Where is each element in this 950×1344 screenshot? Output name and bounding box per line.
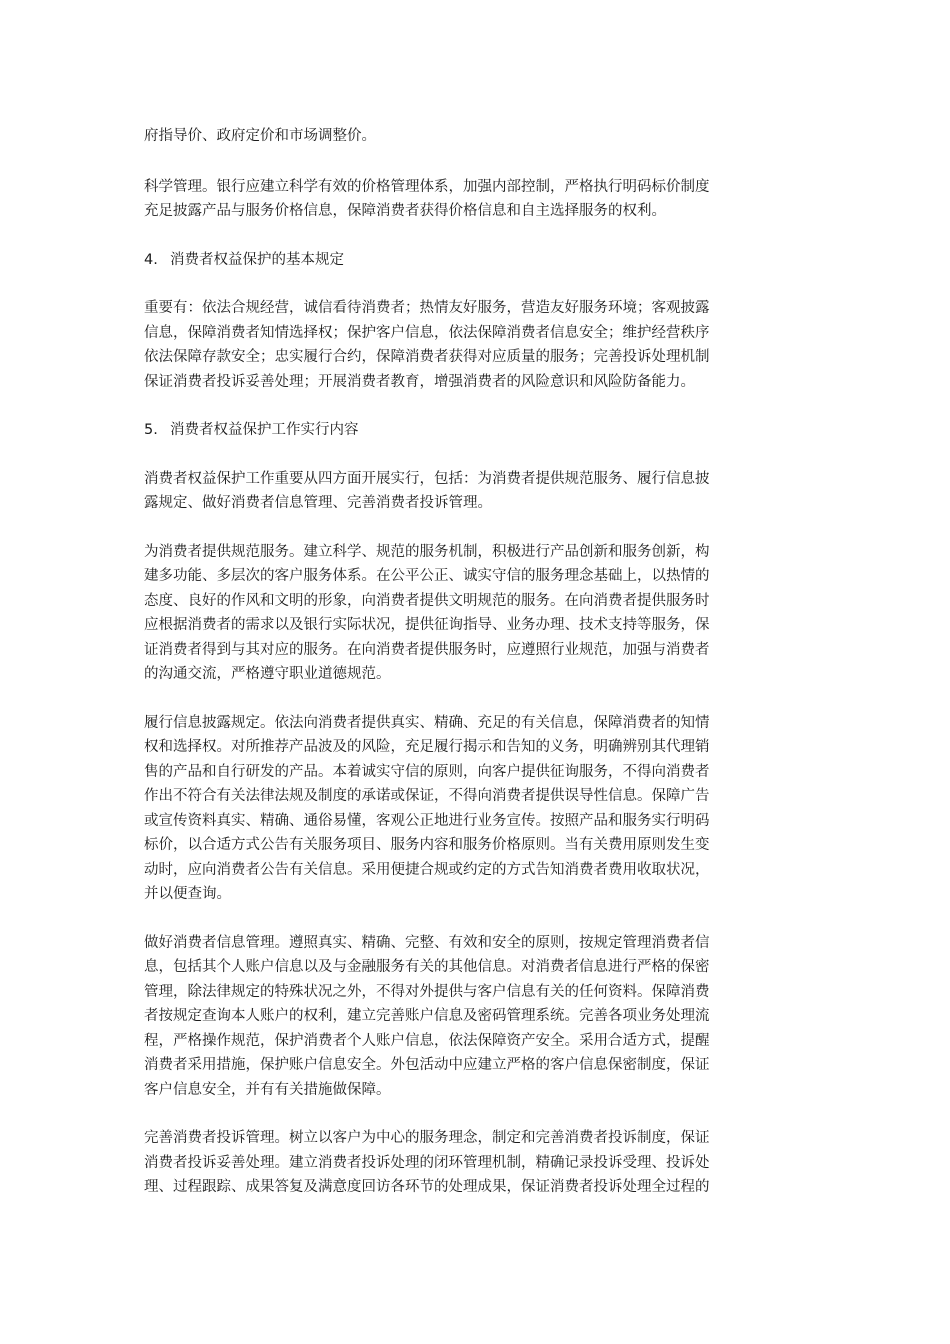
section-title-4: 消费者权益保护的基本规定: [170, 251, 344, 268]
section-heading-4: [144, 248, 810, 273]
document-page: [144, 124, 810, 1200]
section-title-5: 消费者权益保护工作实行内容: [170, 422, 359, 438]
paragraph-standard-service: 为消费者提供规范服务。建立科学、规范的服务机制，积极进行产品创新和服务创新，构 建多功能、多层次的客户服务体系。在公平公正、诚实守信的服务理念基础上，以热情的 态度、良好的作风和文明的形象，向消费者提供文明规范的服务。在向消费者提供服务时 应根据消费者的需求以及银行实际状况，提供征询指导、业务办理、技术支持等服务，保 证消费者得到与其对应的服务。在向消费者提供服务时，应遵照行业规范，加强与消费者 的沟通交流，严格遵守职业道德规范。: [144, 543, 710, 682]
paragraph-information-management: 做好消费者信息管理。遵照真实、精确、完整、有效和安全的原则，按规定管理消费者信 息，包括其个人账户信息以及与金融服务有关的其他信息。对消费者信息进行严格的保密 管理，除法律规定的特殊状况之外，不得对外提供与客户信息有关的任何资料。保障消费 者按规定查询本人账户的权利，建立完善账户信息及密码管理系统。完善各项业务处理流 程，严格操作规范，保护消费者个人账户信息，依法保障资产安全。采用合适方式，提醒 消费者采用措施，保护账户信息安全。外包活动中应建立严格的客户信息保密制度，保证 客户信息安全，并有有关措施做保障。: [144, 934, 710, 1098]
section-number-4: 4.: [144, 251, 158, 268]
paragraph-information-disclosure: 履行信息披露规定。依法向消费者提供真实、精确、充足的有关信息，保障消费者的知情 权和选择权。对所推荐产品波及的风险，充足履行揭示和告知的义务，明确辨别其代理销 售的产品和自行研发的产品。本着诚实守信的原则，向客户提供征询服务，不得向消费者 作出不符合有关法律法规及制度的承诺或保证，不得向消费者提供误导性信息。保障广告 或宣传资料真实、精确、通俗易懂，客观公正地进行业务宣传。按照产品和服务实行明码 标价，以合适方式公告有关服务项目、服务内容和服务价格原则。当有关费用原则发生变 动时，应向消费者公告有关信息。采用便捷合规或约定的方式告知消费者费用收取状况， 并以便查询。: [144, 714, 710, 902]
paragraph-complaint-management: 完善消费者投诉管理。树立以客户为中心的服务理念，制定和完善消费者投诉制度，保证 消费者投诉妥善处理。建立消费者投诉处理的闭环管理机制，精确记录投诉受理、投诉处 理、过程跟踪、成果答复及满意度回访各环节的处理成果，保证消费者投诉处理全过程的: [144, 1130, 710, 1195]
paragraph-four-aspects: 消费者权益保护工作重要从四方面开展实行，包括：为消费者提供规范服务、履行信息披 露规定、做好消费者信息管理、完善消费者投诉管理。: [144, 470, 710, 511]
section-number-5: 5.: [144, 422, 158, 438]
section-heading-5: [144, 418, 810, 443]
paragraph-basic-rules: 重要有：依法合规经营，诚信看待消费者；热情友好服务，营造友好服务环境；客观披露 信息，保障消费者知情选择权；保护客户信息，依法保障消费者信息安全；维护经营秩序 依法保障存款安全；忠实履行合约，保障消费者获得对应质量的服务；完善投诉处理机制 保证消费者投诉妥善处理；开展消费者教育，增强消费者的风险意识和风险防备能力。: [144, 300, 710, 390]
paragraph-scientific-management: 科学管理。银行应建立科学有效的价格管理体系，加强内部控制，严格执行明码标价制度 充足披露产品与服务价格信息，保障消费者获得价格信息和自主选择服务的权利。: [144, 178, 710, 219]
paragraph-price-types: 府指导价、政府定价和市场调整价。: [144, 128, 376, 144]
